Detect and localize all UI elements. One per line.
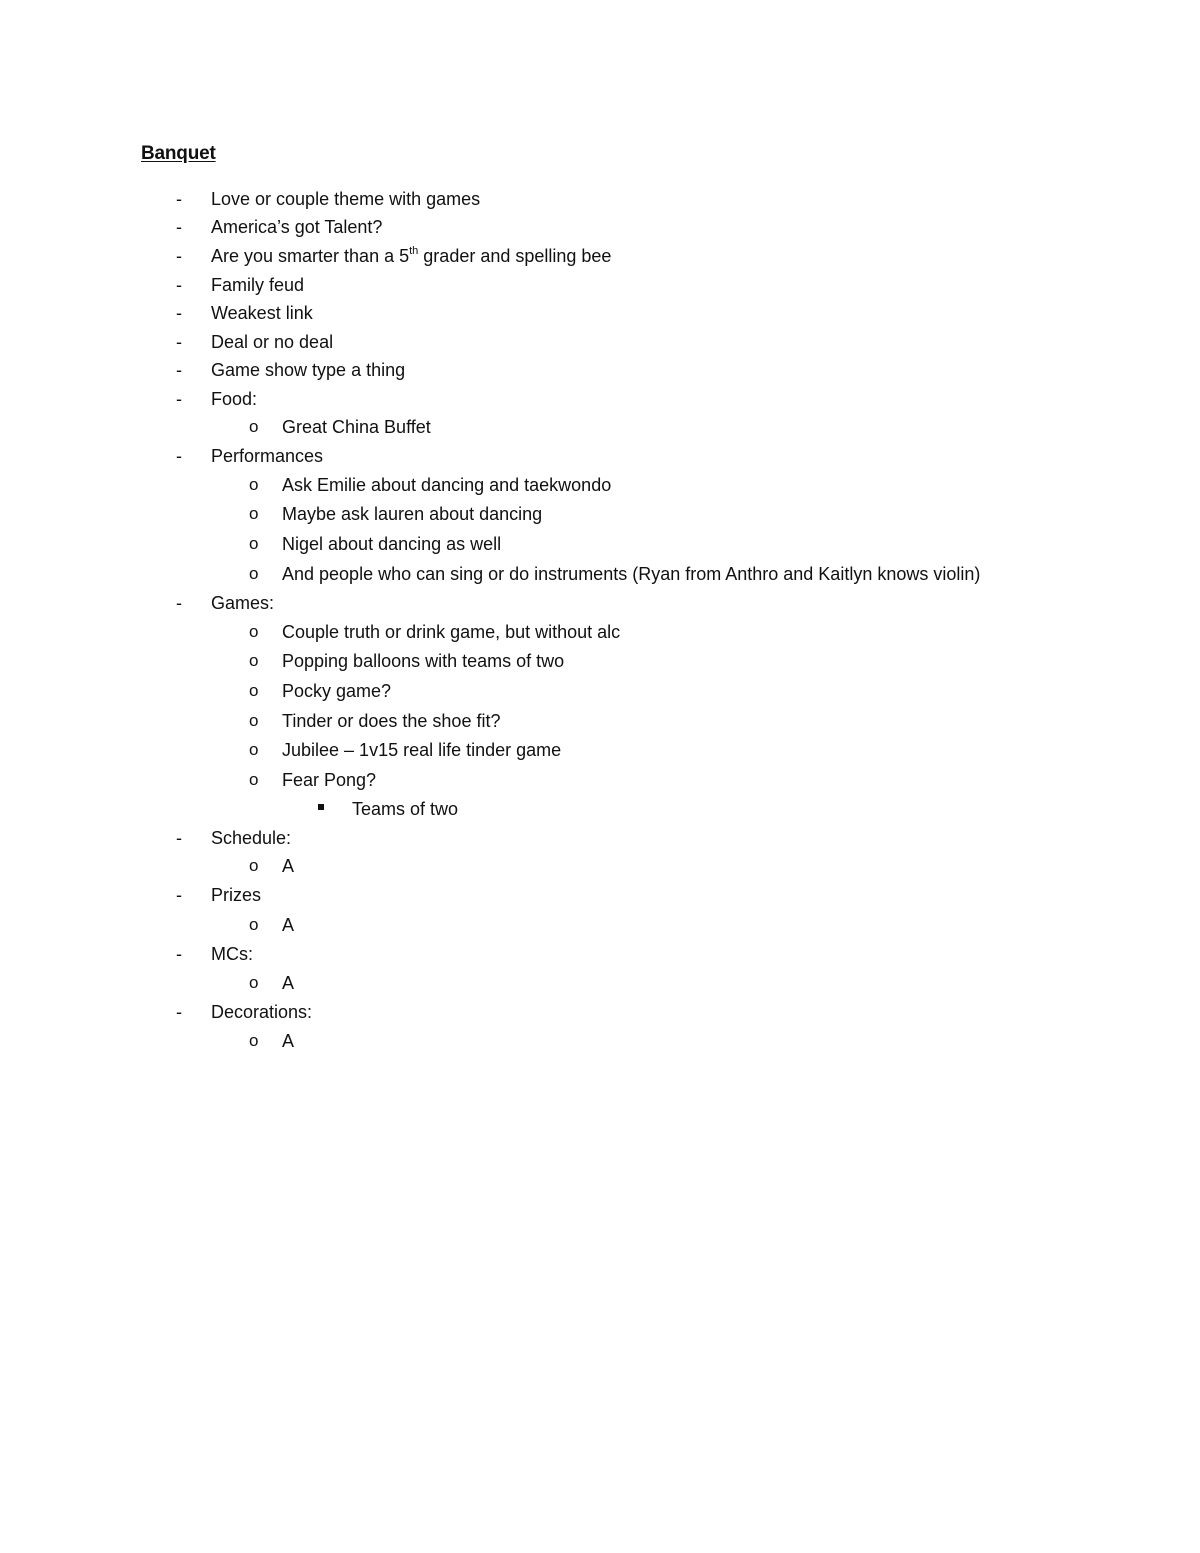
dash-bullet: -	[176, 217, 182, 237]
outline-item-text: Great China Buffet	[282, 417, 431, 437]
outline-item-text: America’s got Talent?	[211, 217, 383, 237]
circle-bullet: o	[249, 417, 259, 436]
outline-item-text: Prizes	[211, 885, 262, 905]
outline-item-text: Fear Pong?	[282, 770, 377, 790]
outline-item-text: Teams of two	[352, 799, 459, 819]
outline-item-text: Love or couple theme with games	[211, 189, 481, 209]
outline-item-text: Game show type a thing	[211, 360, 406, 380]
dash-bullet: -	[176, 360, 182, 380]
outline-item-text: Schedule:	[211, 828, 292, 848]
outline-item-text: Deal or no deal	[211, 332, 334, 352]
dash-bullet: -	[176, 446, 182, 466]
outline-item-text	[211, 244, 611, 268]
outline-item-text: A	[282, 973, 295, 993]
outline-item-text: MCs:	[211, 944, 253, 964]
outline-item-text: And people who can sing or do instruments (Ryan from Anthro and Kaitlyn knows violin)	[282, 564, 981, 584]
dash-bullet: -	[176, 303, 182, 323]
square-bullet-icon	[318, 804, 324, 810]
outline-item-text: Food:	[211, 389, 258, 409]
circle-bullet: o	[249, 475, 259, 494]
outline-item-text: Tinder or does the shoe fit?	[282, 711, 501, 731]
outline-item-text: A	[282, 1031, 295, 1051]
circle-bullet: o	[249, 711, 259, 730]
outline-item-text: Pocky game?	[282, 681, 392, 701]
dash-bullet: -	[176, 593, 182, 613]
circle-bullet: o	[249, 770, 259, 789]
superscript-text: th	[409, 245, 419, 257]
circle-bullet: o	[249, 915, 259, 934]
dash-bullet: -	[176, 246, 182, 266]
outline-item-text: A	[282, 856, 295, 876]
outline-item-text: Popping balloons with teams of two	[282, 651, 565, 671]
circle-bullet: o	[249, 681, 259, 700]
circle-bullet: o	[249, 651, 259, 670]
dash-bullet: -	[176, 944, 182, 964]
circle-bullet: o	[249, 622, 259, 641]
circle-bullet: o	[249, 1031, 259, 1050]
outline-item-text: Performances	[211, 446, 324, 466]
document-title: Banquet	[141, 143, 216, 164]
dash-bullet: -	[176, 189, 182, 209]
dash-bullet: -	[176, 1002, 182, 1022]
outline-item-text: Decorations:	[211, 1002, 313, 1022]
outline-item-text: Games:	[211, 593, 275, 613]
outline-item-text: Weakest link	[211, 303, 313, 323]
outline-item-text: Family feud	[211, 275, 305, 295]
outline-item-text: Ask Emilie about dancing and taekwondo	[282, 475, 612, 495]
outline-item-text: Maybe ask lauren about dancing	[282, 504, 543, 524]
dash-bullet: -	[176, 332, 182, 352]
dash-bullet: -	[176, 828, 182, 848]
text-segment: grader and spelling bee	[418, 246, 612, 266]
dash-bullet: -	[176, 389, 182, 409]
dash-bullet: -	[176, 275, 182, 295]
circle-bullet: o	[249, 740, 259, 759]
circle-bullet: o	[249, 504, 259, 523]
outline-item-text: Nigel about dancing as well	[282, 534, 502, 554]
outline-item-text: A	[282, 915, 295, 935]
circle-bullet: o	[249, 534, 259, 553]
outline-item-text: Couple truth or drink game, but without alc	[282, 622, 621, 642]
outline-item-text: Jubilee – 1v15 real life tinder game	[282, 740, 562, 760]
circle-bullet: o	[249, 856, 259, 875]
dash-bullet: -	[176, 885, 182, 905]
circle-bullet: o	[249, 973, 259, 992]
circle-bullet: o	[249, 564, 259, 583]
text-segment: Are you smarter than a 5	[211, 246, 410, 266]
